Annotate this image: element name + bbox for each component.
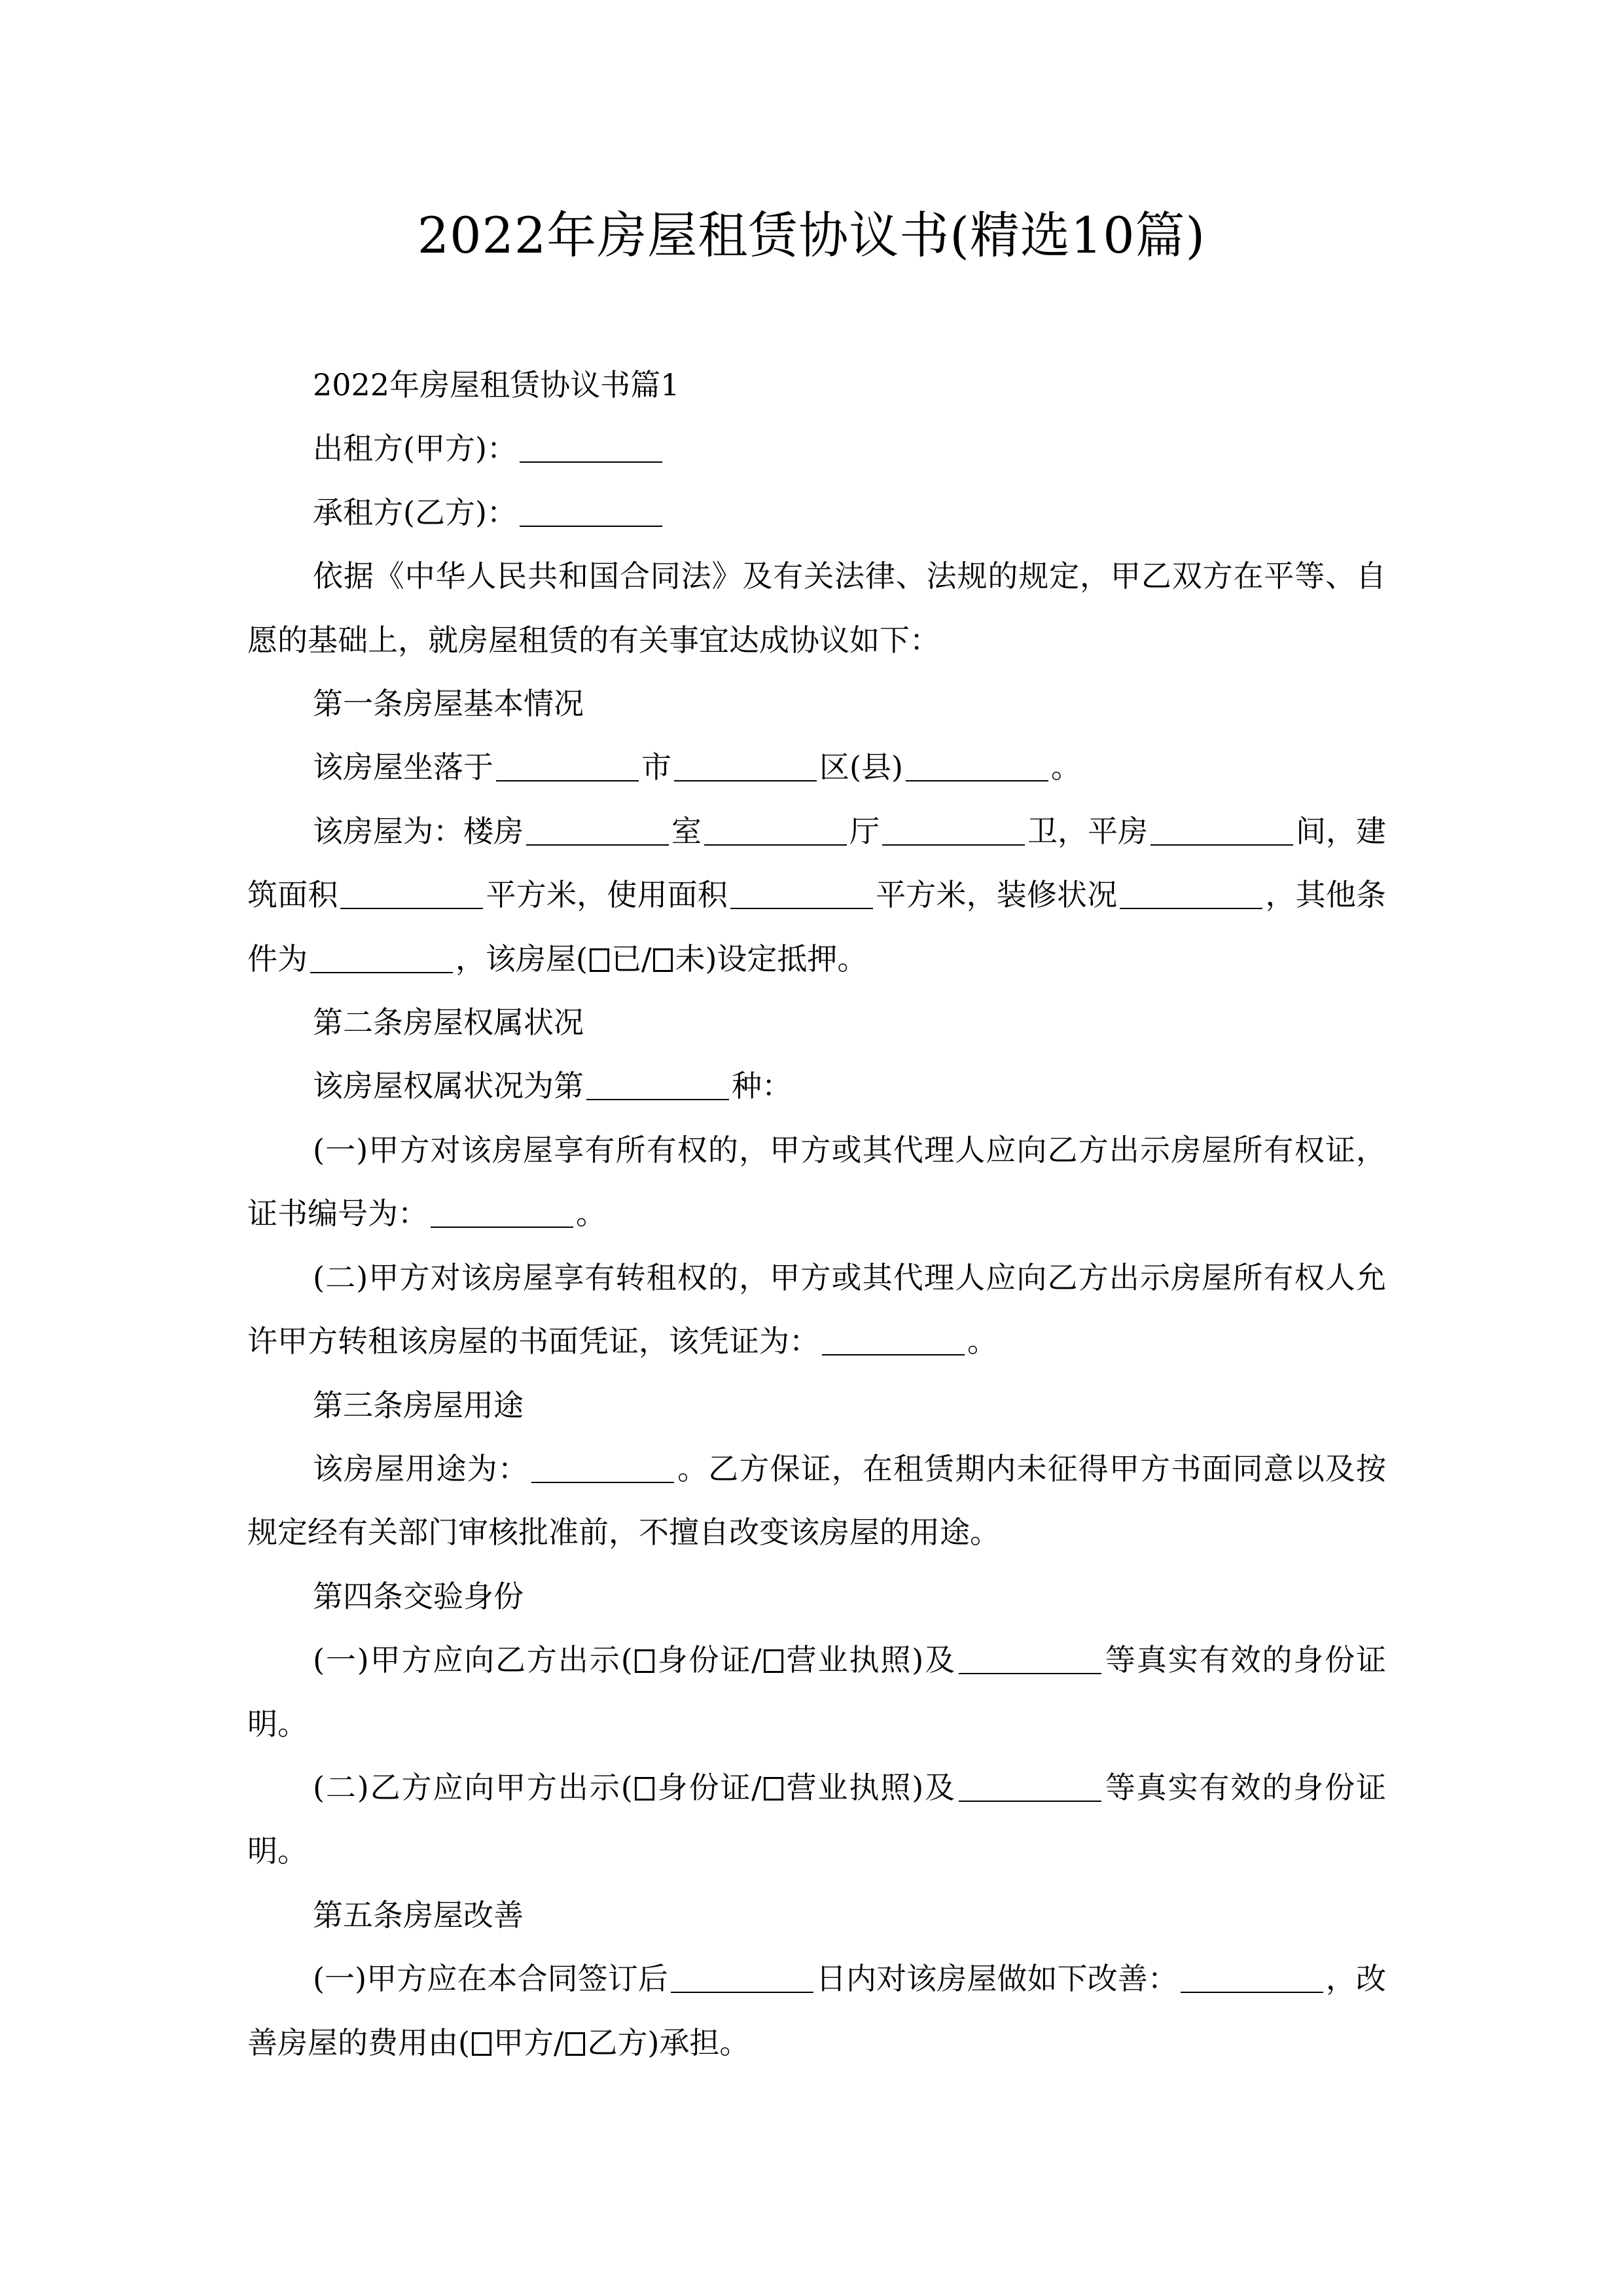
- improvement-days-blank[interactable]: [671, 1991, 813, 1993]
- text-fragment: (一)甲方对该房屋享有所有权的，甲方或其代理人应向乙方出示房屋所有权证，证书编号为：: [247, 1132, 1386, 1232]
- text-fragment: 区(县): [819, 749, 903, 785]
- text-fragment: 乙方)承担。: [587, 2024, 750, 2060]
- preamble-paragraph: 依据《中华人民共和国合同法》及有关法律、法规的规定，甲乙双方在平等、自愿的基础上，就房屋租赁的有关事宜达成协议如下：: [247, 558, 1386, 658]
- text-fragment: 室: [671, 813, 702, 849]
- text-fragment: 。: [967, 1323, 997, 1359]
- building-area-blank[interactable]: [340, 907, 483, 909]
- text-fragment: (二)甲方对该房屋享有转租权的，甲方或其代理人应向乙方出示房屋所有权人允许甲方转租该房屋的书面凭证，该凭证为：: [247, 1259, 1386, 1359]
- text-fragment: 卫，平房: [1027, 813, 1148, 849]
- lessee-other-id-blank[interactable]: [959, 1800, 1101, 1802]
- lessor-other-id-blank[interactable]: [959, 1672, 1101, 1674]
- text-fragment: 营业执照)及: [785, 1769, 956, 1805]
- text-fragment: 。: [576, 1196, 606, 1232]
- article-2-title: 第二条房屋权属状况: [313, 1005, 584, 1041]
- text-fragment: ，改善房屋的费用由(: [247, 1961, 1387, 2060]
- usable-area-blank[interactable]: [730, 907, 873, 909]
- article-4-title: 第四条交验身份: [313, 1578, 524, 1614]
- text-fragment: 等真实有效的身份证明。: [247, 1642, 1386, 1742]
- lessee-line: [247, 481, 1386, 545]
- halls-blank[interactable]: [704, 844, 847, 846]
- baths-blank[interactable]: [882, 844, 1025, 846]
- article-2-type: [247, 1054, 1386, 1118]
- text-fragment: 平方米，装修状况: [875, 877, 1118, 913]
- decoration-blank[interactable]: [1120, 907, 1262, 909]
- text-fragment: 等真实有效的身份证明。: [247, 1769, 1386, 1869]
- ownership-type-blank[interactable]: [586, 1098, 729, 1100]
- text-fragment: ，该房屋(: [455, 941, 588, 977]
- text-fragment: 间，: [1296, 813, 1356, 849]
- sublease-voucher-blank[interactable]: [822, 1354, 965, 1355]
- text-fragment: 该房屋坐落于: [313, 749, 493, 785]
- text-fragment: 日内对该房屋做如下改善：: [815, 1961, 1178, 1997]
- article-3-body: [247, 1437, 1386, 1565]
- article-5-item-1: [247, 1947, 1386, 2075]
- text-fragment: 身份证/: [656, 1642, 762, 1678]
- lessee-blank[interactable]: [520, 525, 662, 527]
- lessee-label: 承租方(乙方)：: [313, 494, 517, 530]
- business-license-checkbox[interactable]: [764, 1777, 783, 1801]
- text-fragment: 。: [1050, 749, 1081, 785]
- text-fragment: 厅: [849, 813, 880, 849]
- other-conditions-blank[interactable]: [310, 971, 453, 973]
- address-blank[interactable]: [906, 780, 1048, 781]
- usage-blank[interactable]: [531, 1481, 674, 1483]
- business-license-checkbox[interactable]: [764, 1649, 783, 1673]
- improvement-details-blank[interactable]: [1181, 1991, 1323, 1993]
- text-fragment: 建筑面积: [247, 813, 1386, 913]
- mortgaged-no-checkbox[interactable]: [653, 948, 673, 972]
- article-1-title: 第一条房屋基本情况: [313, 686, 584, 722]
- text-fragment: 该房屋用途为：: [313, 1450, 529, 1486]
- text-fragment: 该房屋为：楼房: [313, 813, 524, 849]
- id-card-checkbox[interactable]: [635, 1777, 654, 1801]
- text-fragment: 身份证/: [656, 1769, 762, 1805]
- certificate-number-blank[interactable]: [431, 1226, 573, 1228]
- lessor-label: 出租方(甲方)：: [313, 431, 517, 467]
- bungalow-rooms-blank[interactable]: [1150, 844, 1293, 846]
- cost-party-b-checkbox[interactable]: [565, 2032, 585, 2056]
- lessor-line: [247, 417, 1386, 480]
- text-fragment: (二)乙方应向甲方出示(: [313, 1769, 633, 1805]
- district-blank[interactable]: [674, 780, 817, 781]
- text-fragment: (一)甲方应向乙方出示(: [313, 1642, 633, 1678]
- text-fragment: 该房屋权属状况为第: [313, 1068, 584, 1104]
- id-card-checkbox[interactable]: [635, 1649, 654, 1673]
- document-body: [247, 353, 1386, 2075]
- article-1-location: [247, 736, 1386, 799]
- text-fragment: 其他条件为: [247, 877, 1387, 977]
- article-2-item-2: [247, 1246, 1386, 1374]
- article-1-description: [247, 800, 1386, 991]
- city-blank[interactable]: [496, 780, 639, 781]
- article-3-title: 第三条房屋用途: [313, 1387, 524, 1423]
- text-fragment: 甲方/: [493, 2024, 564, 2060]
- text-fragment: ，: [1265, 877, 1296, 913]
- text-fragment: 种：: [732, 1068, 792, 1104]
- text-fragment: 。乙方保证，在租赁期内未征得甲方书面同意以及按规定经有关部门审核批准前，不擅自改变该房屋的用途。: [247, 1450, 1387, 1551]
- text-fragment: 未)设定抵押。: [675, 941, 868, 977]
- article-4-item-2: [247, 1756, 1386, 1884]
- rooms-blank[interactable]: [526, 844, 669, 846]
- lessor-blank[interactable]: [520, 461, 662, 463]
- text-fragment: 已/: [611, 941, 652, 977]
- text-fragment: 营业执照)及: [785, 1642, 956, 1678]
- section-heading: 2022年房屋租赁协议书篇1: [313, 367, 680, 403]
- document-title: 2022年房屋租赁协议书(精选10篇): [417, 206, 1206, 264]
- text-fragment: 平方米，使用面积: [486, 877, 728, 913]
- text-fragment: 市: [641, 749, 671, 785]
- cost-party-a-checkbox[interactable]: [472, 2032, 491, 2056]
- article-4-item-1: [247, 1628, 1386, 1756]
- text-fragment: (一)甲方应在本合同签订后: [313, 1961, 668, 1997]
- mortgaged-yes-checkbox[interactable]: [590, 948, 609, 972]
- article-5-title: 第五条房屋改善: [313, 1897, 524, 1933]
- article-2-item-1: [247, 1119, 1386, 1246]
